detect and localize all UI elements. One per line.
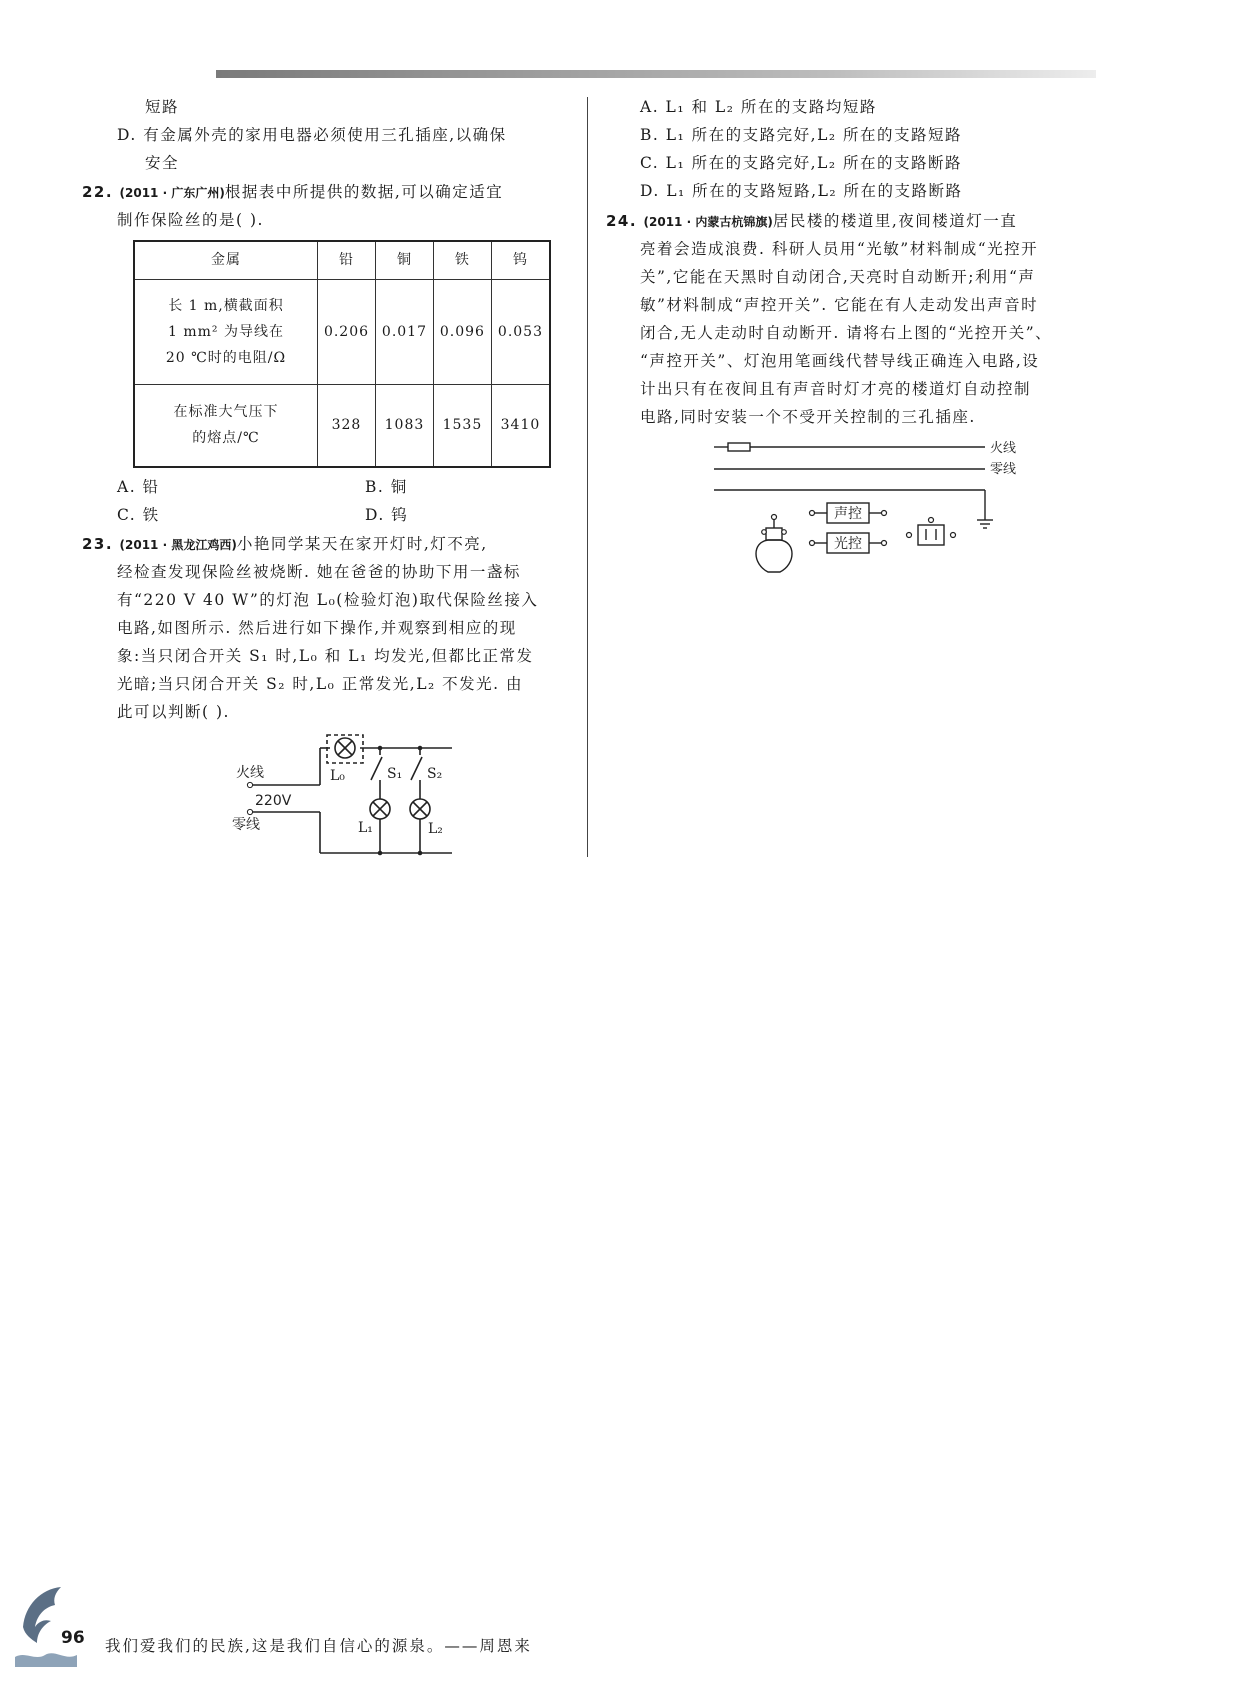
- text-line: 有“220 V 40 W”的灯泡 L₀(检验灯泡)取代保险丝接入: [117, 591, 539, 609]
- table-cell: 3410: [491, 384, 550, 467]
- label-neutral-wire: 零线: [990, 462, 1017, 477]
- label-l1: L₁: [358, 820, 373, 836]
- label-l0: L₀: [330, 768, 345, 784]
- table-header-cell: 金属: [134, 241, 318, 279]
- label-light-switch: 光控: [834, 536, 862, 552]
- option-d: D. L₁ 所在的支路短路,L₂ 所在的支路断路: [640, 182, 963, 200]
- option-b: B. 铜: [365, 478, 408, 496]
- text-line: 电路,同时安装一个不受开关控制的三孔插座.: [640, 408, 976, 426]
- question-24: [606, 211, 1017, 232]
- table-cell: 0.096: [433, 279, 491, 384]
- dolphin-logo-icon: [15, 1575, 77, 1667]
- table-row-label: [134, 384, 318, 467]
- label-s1: S₁: [387, 766, 403, 782]
- question-source: (2011 · 黑龙江鸡西): [119, 538, 237, 552]
- question-number: 22.: [82, 183, 114, 201]
- question-23: [82, 534, 488, 555]
- option-c: C. 铁: [117, 506, 160, 524]
- header-bar: [216, 70, 1096, 78]
- table-cell: 0.053: [491, 279, 550, 384]
- table-header-cell: 铁: [433, 241, 491, 279]
- question-source: (2011 · 广东广州): [119, 186, 225, 200]
- label-neutral-wire: 零线: [232, 817, 260, 833]
- option-a: A. 铅: [117, 478, 160, 496]
- option-a: A. L₁ 和 L₂ 所在的支路均短路: [640, 98, 877, 116]
- label-line: 1 mm² 为导线在: [168, 323, 284, 340]
- question-22: [82, 182, 503, 203]
- option-c: C. L₁ 所在的支路完好,L₂ 所在的支路断路: [640, 154, 962, 172]
- text-line: 此可以判断( ).: [117, 703, 230, 721]
- table-header-cell: 铅: [318, 241, 376, 279]
- question-text: 小艳同学某天在家开灯时,灯不亮,: [236, 535, 488, 553]
- text-line: “声控开关”、灯泡用笔画线代替导线正确连入电路,设: [640, 352, 1040, 370]
- text-line: 安全: [145, 154, 180, 172]
- text-line: 计出只有在夜间且有声音时灯才亮的楼道灯自动控制: [640, 380, 1032, 398]
- label-l2: L₂: [428, 821, 443, 837]
- text-line: 经检查发现保险丝被烧断. 她在爸爸的协助下用一盏标: [117, 563, 521, 581]
- text-line: D. 有金属外壳的家用电器必须使用三孔插座,以确保: [117, 126, 507, 144]
- page-number: 96: [61, 1628, 85, 1648]
- label-line: 的熔点/℃: [192, 430, 260, 447]
- text-line: 光暗;当只闭合开关 S₂ 时,L₀ 正常发光,L₂ 不发光. 由: [117, 675, 523, 693]
- text-line: 亮着会造成浪费. 科研人员用“光敏”材料制成“光控开: [640, 240, 1039, 258]
- text-line: 短路: [145, 98, 180, 116]
- table-header-cell: 铜: [375, 241, 433, 279]
- option-d: D. 钨: [365, 506, 409, 524]
- label-line: 长 1 m,横截面积: [168, 297, 284, 314]
- text-line: 象:当只闭合开关 S₁ 时,L₀ 和 L₁ 均发光,但都比正常发: [117, 647, 534, 665]
- text-line: 闭合,无人走动时自动断开. 请将右上图的“光控开关”、: [640, 324, 1053, 342]
- circuit-diagram-q23: [230, 725, 460, 860]
- text-line: 电路,如图所示. 然后进行如下操作,并观察到相应的现: [117, 619, 517, 637]
- text-line: 关”,它能在天黑时自动闭合,天亮时自动断开;利用“声: [640, 268, 1036, 286]
- question-number: 23.: [82, 535, 114, 553]
- table-cell: 328: [318, 384, 376, 467]
- circuit-diagram-q24: [700, 432, 1030, 592]
- text-line: 敏”材料制成“声控开关”. 它能在有人走动发出声音时: [640, 296, 1039, 314]
- label-live-wire: 火线: [990, 441, 1017, 456]
- question-text: 根据表中所提供的数据,可以确定适宜: [224, 183, 504, 201]
- column-divider: [587, 97, 588, 857]
- footer-quote: 我们爱我们的民族,这是我们自信心的源泉。——周恩来: [105, 1637, 532, 1655]
- label-sound-switch: 声控: [834, 506, 862, 522]
- metal-data-table: [133, 240, 551, 468]
- label-live-wire: 火线: [236, 765, 264, 781]
- table-header-cell: 钨: [491, 241, 550, 279]
- text-line: 制作保险丝的是( ).: [117, 211, 264, 229]
- question-source: (2011 · 内蒙古杭锦旗): [643, 215, 773, 229]
- table-cell: 1535: [433, 384, 491, 467]
- question-text: 居民楼的楼道里,夜间楼道灯一直: [772, 212, 1018, 230]
- label-line: 20 ℃时的电阻/Ω: [165, 349, 287, 366]
- label-voltage: 220V: [255, 793, 292, 809]
- label-line: 在标准大气压下: [173, 404, 279, 421]
- question-number: 24.: [606, 212, 638, 230]
- table-row-label: [134, 279, 318, 384]
- table-cell: 0.206: [318, 279, 376, 384]
- table-cell: 0.017: [375, 279, 433, 384]
- option-b: B. L₁ 所在的支路完好,L₂ 所在的支路短路: [640, 126, 963, 144]
- table-cell: 1083: [375, 384, 433, 467]
- label-s2: S₂: [427, 766, 443, 782]
